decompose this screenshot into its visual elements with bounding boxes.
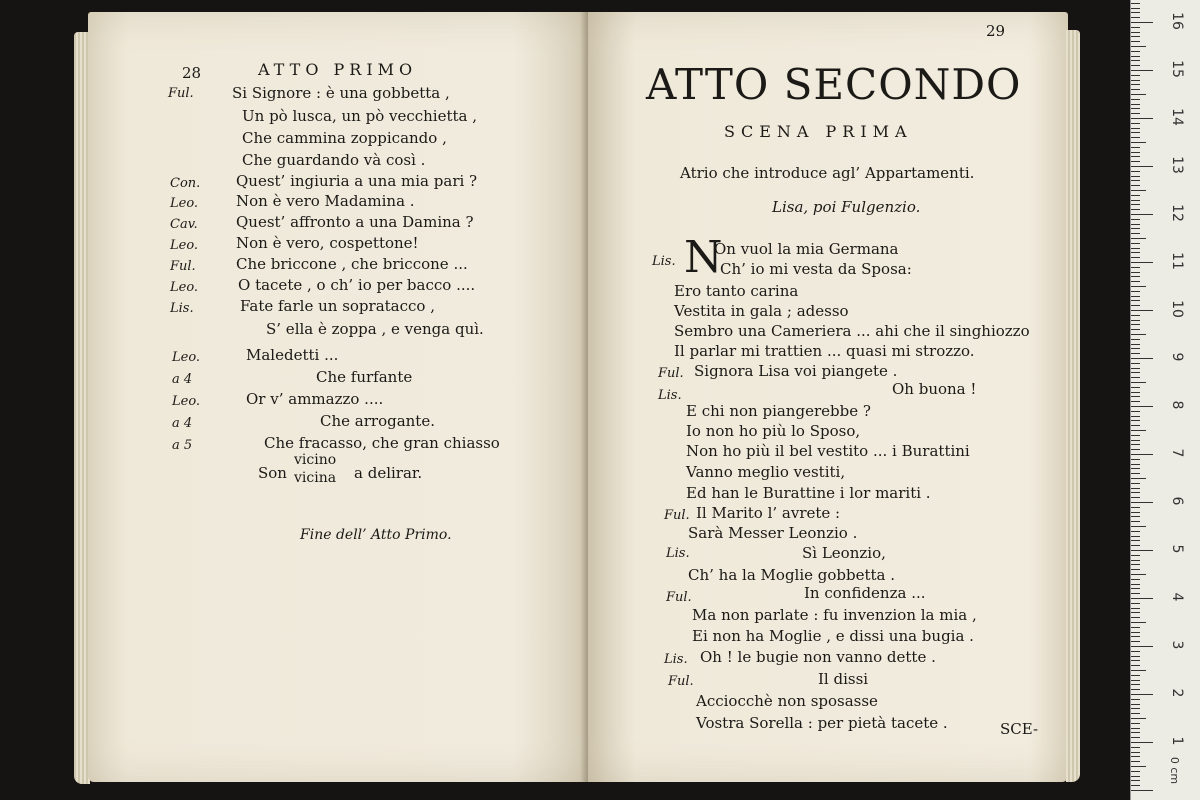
ruler-tick [1131,94,1146,95]
speaker-label: Ful. [658,366,684,381]
ruler-tick [1131,214,1153,215]
verse-line: Vanno meglio vestiti, [686,463,846,481]
ruler-label: 14 [1169,108,1185,126]
speaker-label: Lis. [170,301,194,316]
ruler-tick [1131,766,1146,767]
ruler-tick [1131,75,1140,76]
ruler-tick [1131,574,1146,575]
ruler-tick [1131,464,1140,465]
ruler-tick [1131,32,1140,33]
ruler-tick [1131,627,1140,628]
speaker-label: Lis. [658,388,682,403]
speaker-label: a 5 [172,438,193,453]
ruler-tick [1131,252,1140,253]
ruler-tick [1131,555,1140,556]
ruler-tick [1131,195,1140,196]
ruler-tick [1131,747,1140,748]
verse-line: S’ ella è zoppa , e venga quì. [266,320,484,338]
ruler-tick [1131,675,1140,676]
ruler-tick [1131,636,1140,637]
ruler-tick [1131,699,1140,700]
ruler-label: 4 [1169,592,1185,602]
verse-line: Che cammina zoppicando , [242,129,447,147]
ruler-tick [1131,449,1140,450]
ruler-tick [1131,142,1146,143]
ruler-tick [1131,262,1153,263]
ruler-tick [1131,41,1140,42]
ruler-tick [1131,660,1140,661]
ruler-tick [1131,56,1140,57]
speaker-label: Lis. [664,652,688,667]
ruler-tick [1131,694,1153,695]
verse-line: Quest’ ingiuria a una mia pari ? [236,172,478,190]
ruler-tick [1131,651,1140,652]
verse-line: Oh ! le bugie non vanno dette . [700,648,936,666]
ruler-tick [1131,521,1140,522]
ruler-tick [1131,104,1140,105]
ruler-tick [1131,387,1140,388]
speaker-label: Con. [170,176,201,191]
ruler-tick [1131,286,1146,287]
ruler-tick [1131,622,1146,623]
final-line-variant-top: vicino [294,452,337,468]
left-page-header: ATTO PRIMO [258,60,418,79]
verse-line: Sì Leonzio, [802,544,886,562]
ruler-tick [1131,780,1140,781]
ruler-tick [1131,137,1140,138]
ruler-tick [1131,272,1140,273]
ruler-tick [1131,3,1140,4]
ruler-tick [1131,646,1153,647]
speaker-label: Ful. [170,259,196,274]
ruler-tick [1131,545,1140,546]
verse-line: Non è vero Madamina . [236,192,415,210]
ruler-tick [1131,516,1140,517]
ruler-tick [1131,473,1140,474]
ruler-tick [1131,46,1146,47]
ruler-tick [1131,598,1153,599]
ruler-tick [1131,209,1140,210]
ruler-tick [1131,603,1140,604]
ruler-tick [1131,771,1140,772]
scene-title: SCENA PRIMA [724,122,913,141]
ruler-tick [1131,656,1140,657]
ruler-tick [1131,368,1140,369]
verse-line: O tacete , o ch’ io per bacco .... [238,276,476,294]
ruler-tick [1131,502,1153,503]
ruler-tick [1131,248,1140,249]
verse-line: Vostra Sorella : per pietà tacete . [696,714,948,732]
ruler-tick [1131,723,1140,724]
ruler-tick [1131,670,1146,671]
ruler-tick [1131,233,1140,234]
ruler-tick [1131,300,1140,301]
speaker-label: Lis. [666,546,690,561]
ruler-label: 9 [1169,352,1185,362]
verse-line: Ei non ha Moglie , e dissi una bugia . [692,627,974,645]
ruler-label: 3 [1169,640,1185,650]
ruler-tick [1131,204,1140,205]
ruler-tick [1131,756,1140,757]
speaker-label: a 4 [172,372,193,387]
verse-line: Ma non parlate : fu invenzion la mia , [692,606,977,624]
ruler-tick [1131,425,1140,426]
verse-line: Il Marito l’ avrete : [696,504,841,522]
ruler-tick [1131,665,1140,666]
ruler-label: 1 [1169,736,1185,746]
ruler-tick [1131,17,1140,18]
ruler-tick [1131,152,1140,153]
ruler-tick [1131,406,1153,407]
ruler-tick [1131,396,1140,397]
ruler-tick [1131,737,1140,738]
ruler-tick [1131,324,1140,325]
ruler-tick [1131,257,1140,258]
ruler-tick [1131,363,1140,364]
right-page [588,12,1068,782]
ruler-tick [1131,440,1140,441]
ruler-label: 16 [1169,12,1185,30]
ruler-tick [1131,478,1146,479]
ruler-tick [1131,113,1140,114]
ruler-tick [1131,358,1153,359]
scene-setting: Atrio che introduce agl’ Appartamenti. [680,164,975,182]
final-line-prefix: Son [258,464,287,482]
ruler-tick [1131,401,1140,402]
ruler-tick [1131,785,1140,786]
ruler-tick [1131,632,1140,633]
ruler-tick [1131,80,1140,81]
speaker-label: Ful. [664,508,690,523]
verse-line: Non ho più il bel vestito ... i Burattini [686,442,970,460]
ruler-tick [1131,224,1140,225]
ruler-tick [1131,488,1140,489]
ruler-label: 13 [1169,156,1185,174]
ruler-tick [1131,560,1140,561]
ruler-tick [1131,27,1140,28]
ruler-tick [1131,344,1140,345]
verse-line: Or v’ ammazzo .... [246,390,384,408]
ruler-tick [1131,171,1140,172]
ruler-tick [1131,166,1153,167]
verse-line: Non è vero, cospettone! [236,234,419,252]
ruler-tick [1131,99,1140,100]
ruler-tick [1131,680,1140,681]
ruler-tick [1131,617,1140,618]
ruler-tick [1131,353,1140,354]
verse-line: Che briccone , che briccone ... [236,255,468,273]
ruler-tick [1131,8,1140,9]
ruler-tick [1131,584,1140,585]
ruler-tick [1131,51,1140,52]
ruler-tick [1131,761,1140,762]
ruler-tick [1131,315,1140,316]
ruler-tick [1131,329,1140,330]
speaker-label: Ful. [668,674,694,689]
ruler-tick [1131,454,1153,455]
ruler-tick [1131,70,1153,71]
ruler-label: 10 [1169,300,1185,318]
ruler-tick [1131,176,1140,177]
speaker-label: Ful. [666,590,692,605]
speaker-label: a 4 [172,416,193,431]
ruler-tick [1131,459,1140,460]
measuring-ruler [1130,0,1200,800]
verse-line: Che guardando và così . [242,151,426,169]
ruler-tick [1131,612,1140,613]
act-title: ATTO SECONDO [646,60,1022,109]
ruler-tick [1131,89,1140,90]
end-of-act-text: Fine dell’ Atto Primo. [300,527,452,543]
ruler-tick [1131,180,1140,181]
ruler-tick [1131,156,1140,157]
verse-line: Sarà Messer Leonzio . [688,524,858,542]
ruler-tick [1131,267,1140,268]
ruler-tick [1131,348,1140,349]
ruler-tick [1131,65,1140,66]
ruler-tick [1131,228,1140,229]
ruler-tick [1131,536,1140,537]
speaker-label: Ful. [168,86,194,101]
ruler-tick [1131,579,1140,580]
ruler-tick [1131,512,1140,513]
catchword: SCE- [1000,720,1039,738]
ruler-tick [1131,200,1140,201]
ruler-tick [1131,718,1146,719]
verse-line: In confidenza ... [804,584,926,602]
verse-line: Oh buona ! [892,380,977,398]
open-book [88,12,1080,790]
ruler-tick [1131,377,1140,378]
final-line-variant-bottom: vicina [294,470,337,486]
ruler-tick [1131,531,1140,532]
ruler-tick [1131,22,1153,23]
verse-line: Ch’ io mi vesta da Sposa: [720,260,912,278]
verse-line: Si Signore : è una gobbetta , [232,84,450,102]
left-page [88,12,588,782]
ruler-tick [1131,468,1140,469]
ruler-tick [1131,742,1153,743]
ruler-label: 7 [1169,448,1185,458]
ruler-tick [1131,416,1140,417]
ruler-tick [1131,713,1140,714]
ruler-tick [1131,128,1140,129]
ruler-tick [1131,296,1140,297]
verse-line: Quest’ affronto a una Damina ? [236,213,474,231]
ruler-tick [1131,526,1146,527]
verse-line: Che furfante [316,368,413,386]
speaker-label: Leo. [172,350,201,365]
ruler-label: 5 [1169,544,1185,554]
ruler-tick [1131,372,1140,373]
right-page-edges [1066,30,1080,782]
ruler-tick [1131,689,1140,690]
ruler-tick [1131,276,1140,277]
speaker-label: Leo. [170,238,199,253]
verse-line: Sembro una Cameriera ... ahi che il singhiozzo [674,322,1030,340]
ruler-tick [1131,339,1140,340]
ruler-tick [1131,238,1146,239]
ruler-tick [1131,392,1140,393]
ruler-tick [1131,123,1140,124]
verse-line: Ed han le Burattine i lor mariti . [686,484,931,502]
ruler-tick [1131,550,1153,551]
ruler-tick [1131,483,1140,484]
ruler-tick [1131,593,1140,594]
drop-cap: N [684,232,723,283]
speaker-label: Lis. [652,254,676,269]
ruler-tick [1131,569,1140,570]
ruler-tick [1131,147,1140,148]
ruler-label: 15 [1169,60,1185,78]
ruler-tick [1131,776,1140,777]
verse-line: Signora Lisa voi piangete . [694,362,898,380]
ruler-label: 11 [1169,252,1185,270]
ruler-tick [1131,540,1140,541]
verse-line: Fate farle un sopratacco , [240,297,435,315]
verse-line: Acciocchè non sposasse [696,692,878,710]
ruler-tick [1131,641,1140,642]
ruler-tick [1131,564,1140,565]
ruler-tick [1131,435,1140,436]
speaker-label: Leo. [170,280,199,295]
ruler-tick [1131,219,1140,220]
ruler-tick [1131,118,1153,119]
verse-line: Ero tanto carina [674,282,799,300]
verse-line: Il dissi [818,670,869,688]
verse-line: Che fracasso, che gran chiasso [264,434,500,452]
ruler-tick [1131,60,1140,61]
ruler-tick [1131,704,1140,705]
ruler-tick [1131,684,1140,685]
scene-characters: Lisa, poi Fulgenzio. [772,198,921,216]
ruler-tick [1131,382,1146,383]
speaker-label: Cav. [170,217,198,232]
left-page-number: 28 [182,64,202,82]
verse-line: Ch’ ha la Moglie gobbetta . [688,566,896,584]
ruler-tick [1131,608,1140,609]
ruler-label: 2 [1169,688,1185,698]
verse-line: E chi non piangerebbe ? [686,402,871,420]
ruler-tick [1131,320,1140,321]
ruler-tick [1131,161,1140,162]
verse-line: Un pò lusca, un pò vecchietta , [242,107,478,125]
ruler-tick [1131,430,1146,431]
verse-line: Maledetti ... [246,346,339,364]
ruler-tick [1131,305,1140,306]
ruler-tick [1131,108,1140,109]
ruler-tick [1131,281,1140,282]
right-page-number: 29 [986,22,1006,40]
verse-line: Vestita in gala ; adesso [674,302,849,320]
verse-line: On vuol la mia Germana [714,240,899,258]
ruler-label: 12 [1169,204,1185,222]
ruler-tick [1131,334,1146,335]
ruler-tick [1131,444,1140,445]
ruler-tick [1131,492,1140,493]
ruler-tick [1131,243,1140,244]
ruler-label: 8 [1169,400,1185,410]
ruler-tick [1131,507,1140,508]
speaker-label: Leo. [172,394,201,409]
ruler-tick [1131,708,1140,709]
verse-line: Io non ho più lo Sposo, [686,422,861,440]
ruler-tick [1131,291,1140,292]
ruler-tick [1131,752,1140,753]
ruler-tick [1131,84,1140,85]
ruler-tick [1131,420,1140,421]
ruler-tick [1131,588,1140,589]
ruler-tick [1131,411,1140,412]
verse-line: Che arrogante. [320,412,435,430]
ruler-tick [1131,36,1140,37]
ruler-tick [1131,732,1140,733]
ruler-label: 6 [1169,496,1185,506]
ruler-tick [1131,728,1140,729]
final-line-suffix: a delirar. [354,464,423,482]
ruler-tick [1131,185,1140,186]
ruler-tick [1131,190,1146,191]
speaker-label: Leo. [170,196,199,211]
ruler-tick [1131,132,1140,133]
ruler-tick [1131,790,1153,791]
ruler-tick [1131,310,1153,311]
ruler-tick [1131,12,1140,13]
verse-line: Il parlar mi trattien ... quasi mi strozzo. [674,342,975,360]
ruler-tick [1131,497,1140,498]
ruler-unit-label: 0 cm [1168,756,1182,785]
